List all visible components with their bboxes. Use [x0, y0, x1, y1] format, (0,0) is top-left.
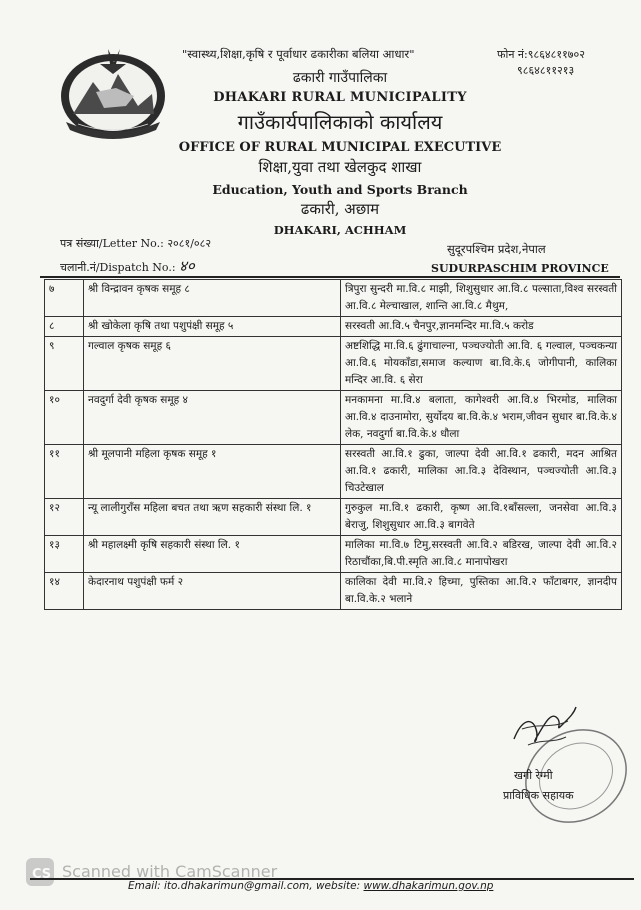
- phone-2: ९८६४८११२१३: [517, 64, 575, 77]
- table-row: [45, 573, 622, 610]
- svg-text:CS: CS: [32, 867, 52, 882]
- row-group-name: न्यू लालीगुराँस महिला बचत तथा ऋण सहकारी संस्था लि. १: [84, 499, 341, 536]
- executive-name-en: OFFICE OF RURAL MUNICIPAL EXECUTIVE: [178, 140, 502, 155]
- dispatch-number-value: ४०: [179, 257, 195, 275]
- dispatch-number-label: चलानी.नं/Dispatch No.:: [60, 261, 176, 274]
- place-en: DHAKARI, ACHHAM: [273, 223, 407, 237]
- row-serial: १४: [45, 573, 84, 610]
- row-serial: ८: [45, 317, 84, 337]
- row-group-name: गल्वाल कृषक समूह ६: [84, 337, 341, 391]
- row-group-name: श्री विन्द्रावन कृषक समूह ८: [84, 280, 341, 317]
- table-row: [45, 536, 622, 573]
- row-serial: ११: [45, 445, 84, 499]
- row-group-name: श्री मूलपानी महिला कृषक समूह १: [84, 445, 341, 499]
- footer-contact: [128, 880, 493, 892]
- letter-number-value: २०८१/०८२: [167, 237, 212, 250]
- row-schools: सरस्वती आ.वि.५ चैनपुर,ज्ञानमन्दिर मा.वि.५ करोड: [341, 317, 622, 337]
- table-row: [45, 337, 622, 391]
- signer-title: प्राविधिक सहायक: [503, 789, 574, 802]
- table-row: [45, 391, 622, 445]
- table-row: [45, 445, 622, 499]
- row-schools: मनकामना मा.वि.४ बलाता, कागेश्वरी आ.वि.४ भिरमोड, मालिका आ.वि.४ दाउनामोरा, सुर्योदय बा.वि.के.४ भराम,जीवन सुधार बा.वि.के.४ लेक, नवदुर्गा बा.वि.के.४ धौला: [341, 391, 622, 445]
- camscanner-watermark-text: Scanned with CamScanner: [62, 862, 278, 881]
- signer-name: खगी रेग्मी: [514, 769, 553, 782]
- header-divider: [40, 276, 620, 278]
- row-schools: त्रिपुरा सुन्दरी मा.वि.८ माझी, शिशुसुधार आ.वि.८ पल्साता,विश्व सरस्वती आ.वि.८ मेल्चाखाल, शान्ति आ.वि.८ मैथुम,: [341, 280, 622, 317]
- row-schools: मालिका मा.वि.७ टिमु,सरस्वती आ.वि.२ बडिरख, जाल्पा देवी आ.वि.२ रिठाचौंका,बि.पी.स्मृति आ.वि.८ मानापोखरा: [341, 536, 622, 573]
- table-row: [45, 317, 622, 337]
- table-row: [45, 499, 622, 536]
- row-schools: गुरुकुल मा.वि.१ ढकारी, कृष्ण आ.वि.१बाँसल्ला, जनसेवा आ.वि.३ बेराजु, शिशुसुधार आ.वि.३ बागवेते: [341, 499, 622, 536]
- row-group-name: केदारनाथ पशुपंक्षी फर्म २: [84, 573, 341, 610]
- table-row: [45, 280, 622, 317]
- row-group-name: श्री खोकेला कृषि तथा पशुपंक्षी समूह ५: [84, 317, 341, 337]
- dispatch-number: [60, 256, 195, 276]
- footer-email: Email: ito.dhakarimun@gmail.com, website:: [128, 880, 364, 892]
- province-en: SUDURPASCHIM PROVINCE: [431, 262, 609, 275]
- phone-1: ९८६४८११७०२: [527, 48, 585, 61]
- branch-name-np: शिक्षा,युवा तथा खेलकुद शाखा: [258, 158, 422, 176]
- phone-label: फोन नं:: [497, 48, 528, 61]
- row-group-name: नवदुर्गा देवी कृषक समूह ४: [84, 391, 341, 445]
- letter-number-label: पत्र संख्या/Letter No.:: [60, 237, 164, 250]
- office-name-en: DHAKARI RURAL MUNICIPALITY: [213, 90, 467, 105]
- row-serial: ९: [45, 337, 84, 391]
- row-schools: सरस्वती आ.वि.१ ढुका, जाल्पा देवी आ.वि.१ ढकारी, मदन आश्रित आ.वि.१ ढकारी, मालिका आ.वि.३ देविस्थान, पञ्चज्योती आ.वि.३ चिउटेखाल: [341, 445, 622, 499]
- group-school-table: [44, 279, 622, 610]
- row-schools: अष्टशिद्धि मा.वि.६ ढुंगाचाल्ना, पञ्चज्योती आ.वि. ६ गल्वाल, पञ्चकन्या आ.वि.६ मोयकाँडा,समाज कल्याण बा.वि.के.६ जोगीपानी, कालिका मन्दिर आ.वि. ६ सेरा: [341, 337, 622, 391]
- row-serial: १०: [45, 391, 84, 445]
- letter-number: [60, 236, 211, 251]
- row-serial: १३: [45, 536, 84, 573]
- row-serial: १२: [45, 499, 84, 536]
- branch-name-en: Education, Youth and Sports Branch: [212, 182, 468, 197]
- website-link[interactable]: www.dhakarimun.gov.np: [363, 880, 494, 892]
- motto: "स्वास्थ्य,शिक्षा,कृषि र पूर्वाधार ढकारीका बलिया आधार": [182, 47, 415, 61]
- handwritten-signature: [508, 699, 580, 761]
- place-np: ढकारी, अछाम: [300, 200, 380, 218]
- office-name-np: ढकारी गाउँपालिका: [292, 70, 388, 86]
- executive-name-np: गाउँकार्यपालिकाको कार्यालय: [237, 110, 443, 134]
- row-serial: ७: [45, 280, 84, 317]
- province-np: सुदूरपश्चिम प्रदेश,नेपाल: [447, 242, 546, 256]
- row-schools: कालिका देवी मा.वि.२ हिच्मा, पुस्तिका आ.वि.२ फाँटाबगर, ज्ञानदीप बा.वि.के.२ भलाने: [341, 573, 622, 610]
- row-group-name: श्री महालक्ष्मी कृषि सहकारी संस्था लि. १: [84, 536, 341, 573]
